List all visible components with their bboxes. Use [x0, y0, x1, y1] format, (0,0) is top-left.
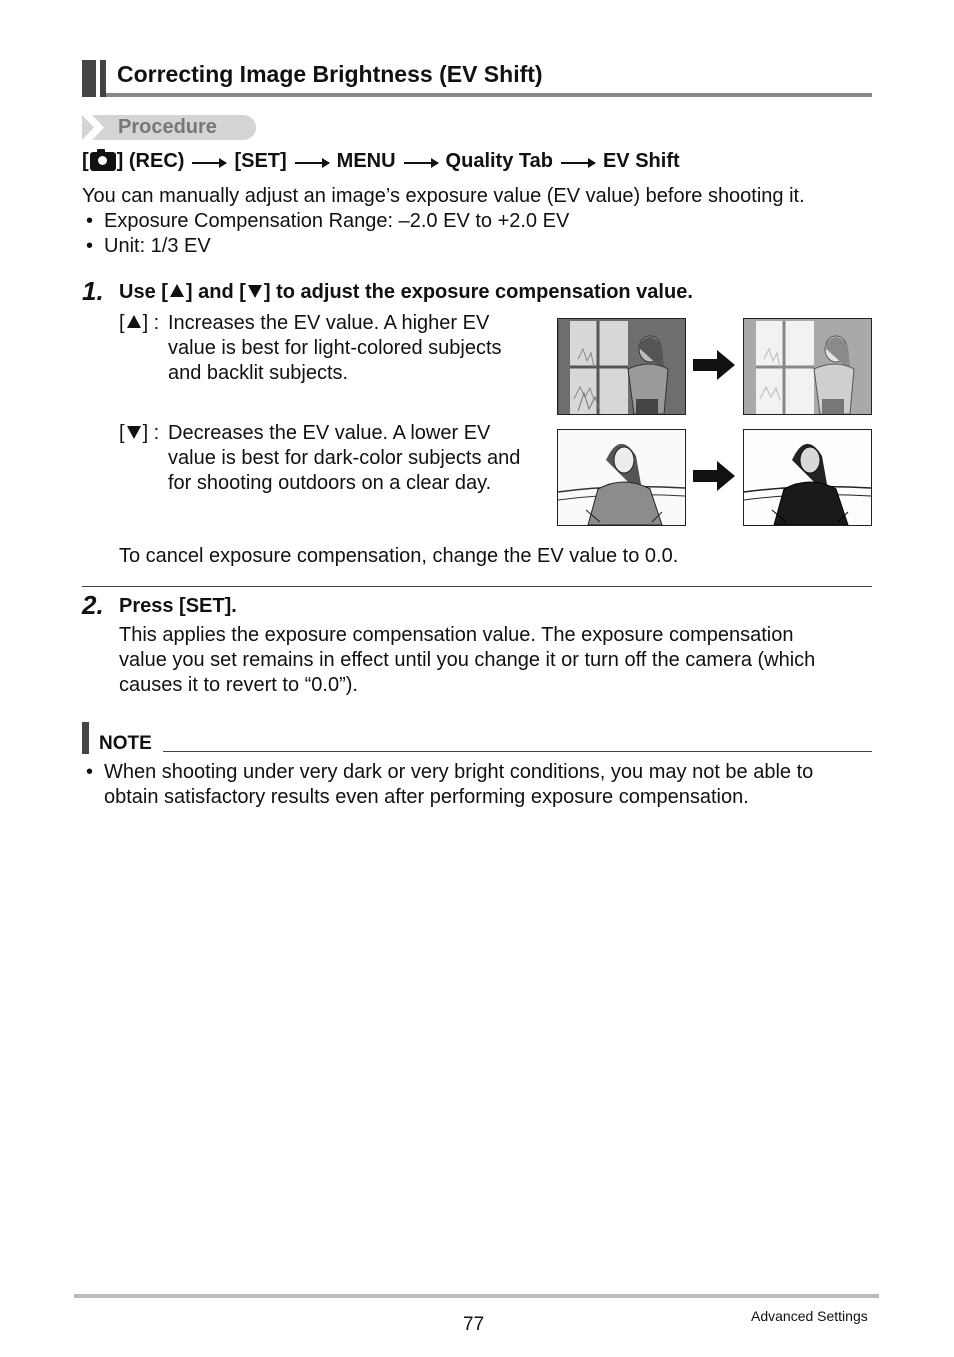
path-set: [SET] [234, 150, 287, 172]
key-bracket: [ [119, 422, 125, 444]
backlit-photo-before [557, 318, 686, 415]
step-description [119, 623, 815, 698]
menu-path [82, 150, 680, 173]
cancel-note: To cancel exposure compensation, change the EV value to 0.0. [119, 545, 679, 567]
heading-bar-thick [82, 60, 96, 97]
description-line: value is best for light-colored subjects [168, 337, 502, 359]
step-number: 2. [82, 590, 104, 620]
down-triangle-icon [127, 426, 141, 439]
description-line: Decreases the EV value. A lower EV [168, 422, 491, 444]
step-title-part: Use [ [119, 281, 168, 303]
step-title [119, 281, 693, 304]
right-arrow-icon [404, 162, 438, 164]
key-bracket: ] : [142, 422, 160, 444]
procedure-label: Procedure [118, 116, 217, 138]
up-triangle-icon [127, 315, 141, 328]
footer-section: Advanced Settings [751, 1308, 868, 1324]
footer-rule [74, 1294, 879, 1298]
down-key-label [119, 421, 159, 446]
key-bracket: [ [119, 312, 125, 334]
right-arrow-icon [561, 162, 595, 164]
intro-text: You can manually adjust an image’s exposure value (EV value) before shooting it. [82, 185, 805, 207]
up-key-description [168, 311, 502, 386]
path-rec: ] (REC) [116, 150, 185, 172]
step-title-part: ] and [ [185, 281, 246, 303]
path-item: EV Shift [602, 150, 680, 172]
note-bullet [104, 760, 813, 810]
right-arrow-icon [693, 350, 735, 380]
step-title-part: ] to adjust the exposure compensation value. [263, 281, 693, 303]
note-line: obtain satisfactory results even after performing exposure compensation. [104, 786, 749, 808]
path-bracket: [ [82, 150, 89, 172]
description-line: Increases the EV value. A higher EV [168, 312, 490, 334]
backlit-photo-after [743, 318, 872, 415]
outdoor-photo-before [557, 429, 686, 526]
key-bracket: ] : [142, 312, 160, 334]
note-rule [163, 751, 872, 752]
description-line: causes it to revert to “0.0”). [119, 674, 358, 696]
up-key-label [119, 311, 159, 336]
note-line: • When shooting under very dark or very bright conditions, you may not be able to [104, 761, 814, 783]
right-arrow-icon [693, 461, 735, 491]
procedure-chevron-icon [82, 115, 106, 140]
description-line: value you set remains in effect until you change it or turn off the camera (which [119, 649, 816, 671]
heading-underline [106, 93, 872, 97]
list-item: • Unit: 1/3 EV [104, 234, 211, 259]
description-line: for shooting outdoors on a clear day. [168, 472, 492, 494]
outdoor-photo-after [743, 429, 872, 526]
step-title: Press [SET]. [119, 595, 237, 617]
description-line: value is best for dark-color subjects and [168, 447, 521, 469]
right-arrow-icon [192, 162, 226, 164]
page-number: 77 [463, 1314, 485, 1335]
description-line: and backlit subjects. [168, 362, 349, 384]
path-menu: MENU [336, 150, 396, 172]
list-item: • Exposure Compensation Range: –2.0 EV to +2.0 EV [104, 209, 569, 234]
note-label: NOTE [99, 733, 152, 754]
up-triangle-icon [170, 284, 184, 297]
camera-icon [90, 152, 116, 171]
right-arrow-icon [295, 162, 329, 164]
note-bar [82, 722, 89, 754]
page-title: Correcting Image Brightness (EV Shift) [117, 61, 543, 87]
step-divider [82, 586, 872, 587]
description-line: This applies the exposure compensation value. The exposure compensation [119, 624, 794, 646]
heading-bar-thin [100, 60, 106, 97]
step-number: 1. [82, 276, 104, 306]
path-tab: Quality Tab [445, 150, 553, 172]
down-triangle-icon [248, 285, 262, 298]
down-key-description [168, 421, 520, 496]
